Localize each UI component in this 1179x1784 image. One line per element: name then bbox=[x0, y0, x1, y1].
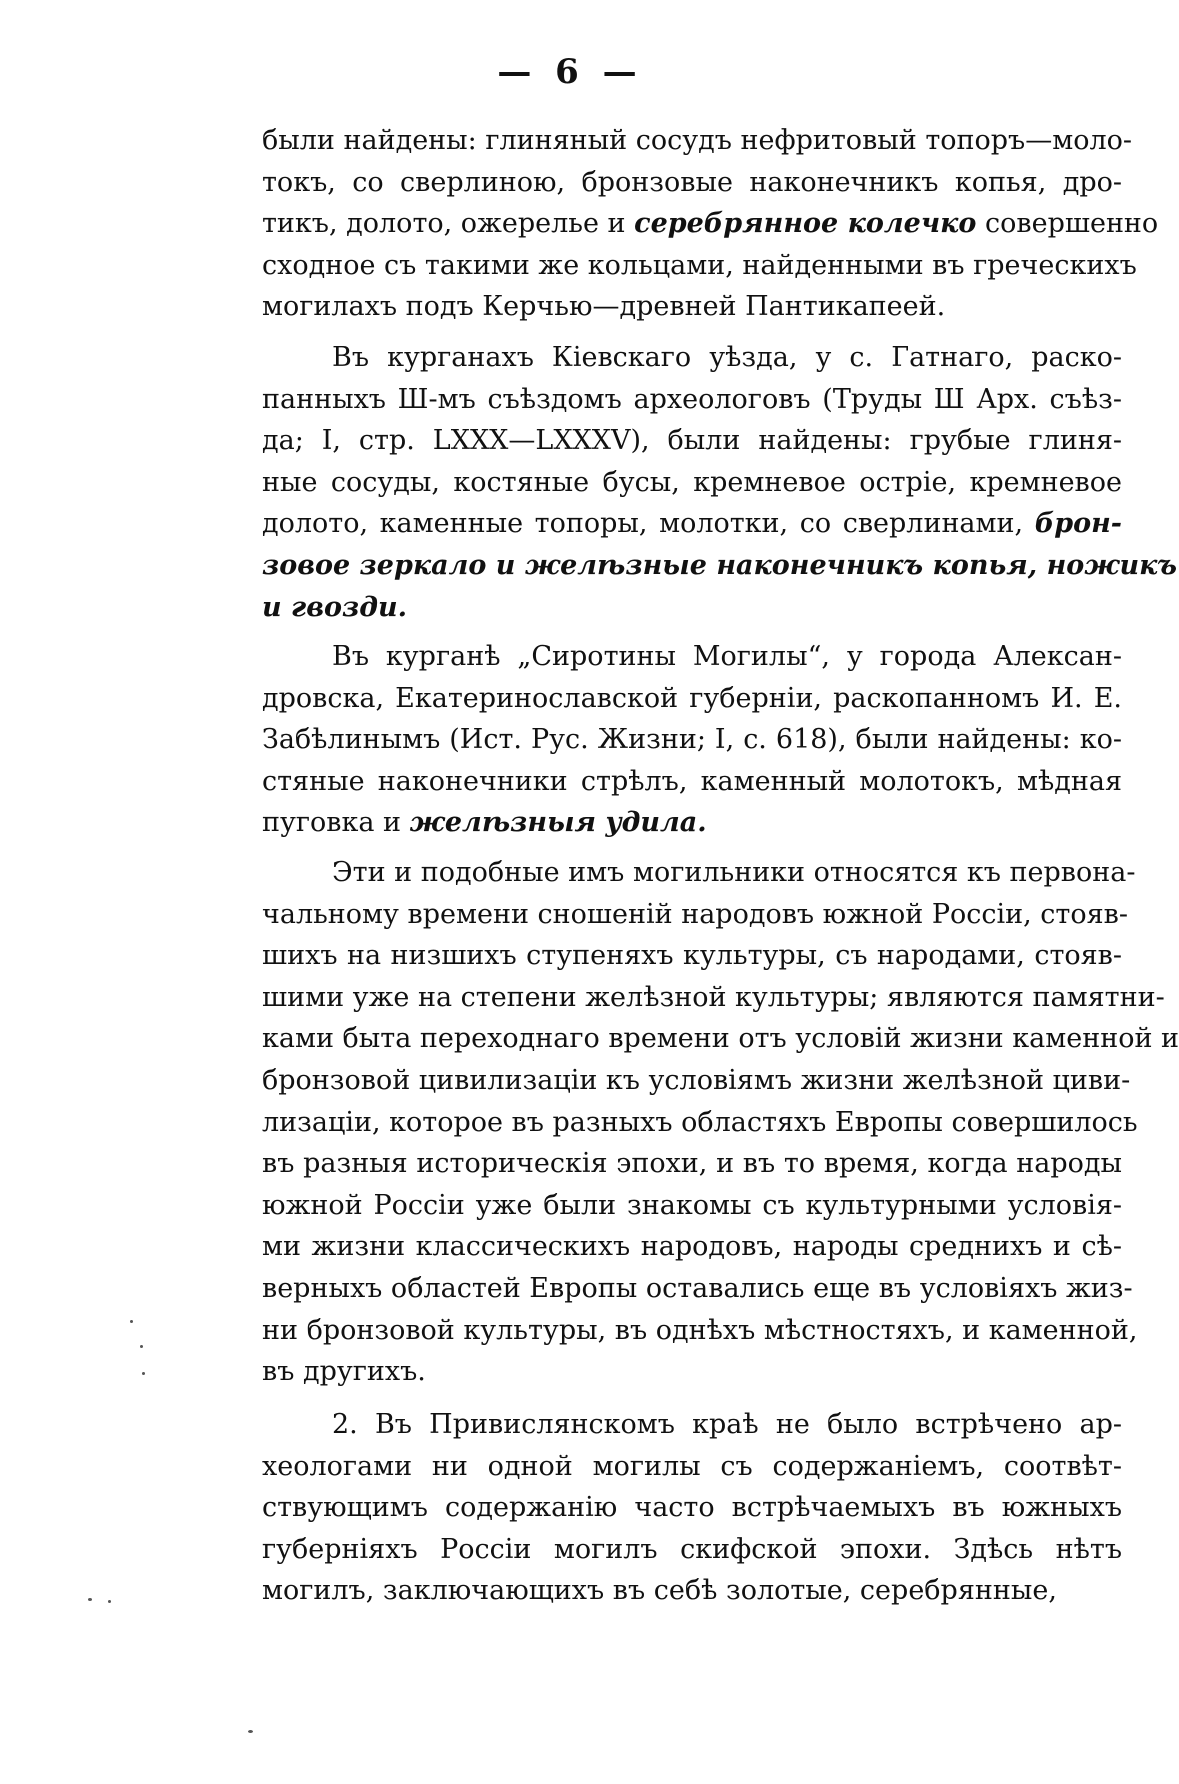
text-line bbox=[262, 719, 1122, 761]
text-segment: ные сосуды, костяные бусы, кремневое остріе, кремневое bbox=[262, 466, 1122, 498]
text-line bbox=[262, 503, 1122, 545]
text-segment: ни бронзовой культуры, въ однѣхъ мѣстностяхъ, и каменной, bbox=[262, 1314, 1138, 1346]
text-line bbox=[262, 1487, 1122, 1529]
text-line bbox=[262, 1351, 1122, 1393]
paragraph-4 bbox=[262, 852, 1179, 1393]
italic-text: серебрянное колечко bbox=[634, 208, 977, 240]
text-line bbox=[262, 1102, 1138, 1144]
text-segment: совершенно bbox=[976, 208, 1159, 240]
speck bbox=[88, 1598, 92, 1601]
text-segment: хеологами ни одной могилы съ содержаніемъ, соотвѣт- bbox=[262, 1450, 1122, 1482]
text-line bbox=[262, 935, 1122, 977]
text-segment: Забѣлинымъ (Ист. Рус. Жизни; I, с. 618), были найдены: ко- bbox=[262, 724, 1122, 756]
speck bbox=[108, 1600, 111, 1603]
text-line bbox=[262, 894, 1128, 936]
speck bbox=[130, 1320, 133, 1323]
text-segment: долото, каменные топоры, молотки, со сверлинами, bbox=[262, 508, 1035, 540]
paragraph-5 bbox=[262, 1404, 1122, 1612]
text-line bbox=[262, 1060, 1131, 1102]
text-segment: тикъ, долото, ожерелье и bbox=[262, 208, 635, 240]
text-line bbox=[262, 977, 1165, 1019]
paragraph-1 bbox=[262, 120, 1159, 328]
text-line bbox=[262, 337, 1122, 379]
text-segment: въ другихъ. bbox=[262, 1356, 426, 1388]
text-segment: 2. Въ Привислянскомъ краѣ не было встрѣчено ар- bbox=[332, 1409, 1122, 1440]
text-line bbox=[262, 462, 1122, 504]
text-segment: Эти и подобные имъ могильники относятся къ первона- bbox=[332, 857, 1136, 888]
text-line bbox=[262, 802, 1122, 844]
text-segment: южной Россіи уже были знакомы съ культурными условія- bbox=[262, 1189, 1122, 1221]
text-line bbox=[262, 1446, 1122, 1488]
text-line bbox=[262, 636, 1122, 678]
paragraph-2 bbox=[262, 337, 1178, 628]
text-line bbox=[262, 1529, 1122, 1571]
text-line bbox=[262, 1268, 1133, 1310]
text-line bbox=[262, 162, 1122, 204]
italic-text: и гвозди. bbox=[262, 591, 407, 623]
text-segment: ствующимъ содержанію часто встрѣчаемыхъ въ южныхъ bbox=[262, 1492, 1122, 1524]
speck bbox=[248, 1730, 253, 1733]
text-line bbox=[262, 203, 1159, 245]
text-line bbox=[262, 1226, 1122, 1268]
text-line bbox=[262, 379, 1122, 421]
text-segment: панныхъ Ш-мъ съѣздомъ археологовъ (Труды Ш Арх. съѣз- bbox=[262, 383, 1122, 415]
text-segment: Въ курганахъ Кіевскаго уѣзда, у с. Гатнаго, раско- bbox=[332, 342, 1122, 373]
text-segment: могилахъ подъ Керчью—древней Пантикапеей. bbox=[262, 291, 946, 323]
text-segment: пуговка и bbox=[262, 807, 410, 839]
text-segment: шими уже на степени желѣзной культуры; являются памятни- bbox=[262, 981, 1165, 1013]
text-segment: да; I, стр. LXXX—LXXXV), были найдены: грубые глиня- bbox=[262, 425, 1122, 457]
text-segment: въ разныя историческія эпохи, и въ то время, когда народы bbox=[262, 1148, 1122, 1180]
text-line bbox=[262, 545, 1178, 587]
page-number: — 6 — bbox=[497, 52, 643, 92]
text-segment: Въ курганѣ „Сиротины Могилы“, у города Алексан- bbox=[332, 641, 1122, 672]
italic-text: зовое зеркало и желѣзные наконечникъ копья, ножикъ bbox=[262, 549, 1178, 581]
text-line bbox=[262, 1018, 1179, 1060]
text-segment: токъ, со сверлиною, бронзовые наконечникъ копья, дро- bbox=[262, 166, 1122, 198]
text-line bbox=[262, 1310, 1138, 1352]
text-line bbox=[262, 245, 1137, 287]
text-line bbox=[262, 286, 1122, 328]
text-segment: лизаціи, которое въ разныхъ областяхъ Европы совершилось bbox=[262, 1106, 1138, 1138]
text-line bbox=[262, 120, 1133, 162]
text-line bbox=[262, 1185, 1122, 1227]
italic-text: брон- bbox=[1034, 508, 1122, 540]
text-line bbox=[262, 852, 1136, 894]
text-segment: верныхъ областей Европы оставались еще въ условіяхъ жиз- bbox=[262, 1272, 1133, 1304]
text-line bbox=[262, 1570, 1122, 1612]
text-line bbox=[262, 1404, 1122, 1446]
text-segment: чальному времени сношеній народовъ южной Россіи, стояв- bbox=[262, 898, 1128, 930]
text-segment: сходное съ такими же кольцами, найденными въ греческихъ bbox=[262, 249, 1137, 281]
text-line bbox=[262, 587, 1122, 629]
text-segment: губерніяхъ Россіи могилъ скифской эпохи. Здѣсь нѣтъ bbox=[262, 1533, 1122, 1565]
text-segment: ками быта переходнаго времени отъ условій жизни каменной и bbox=[262, 1023, 1179, 1055]
speck bbox=[140, 1345, 143, 1348]
text-line bbox=[262, 1143, 1122, 1185]
paragraph-3 bbox=[262, 636, 1122, 844]
text-segment: дровска, Екатеринославской губерніи, раскопанномъ И. Е. bbox=[262, 682, 1122, 714]
text-segment: шихъ на низшихъ ступеняхъ культуры, съ народами, стояв- bbox=[262, 940, 1122, 972]
speck bbox=[142, 1372, 145, 1375]
text-segment: были найдены: глиняный сосудъ нефритовый топоръ—моло- bbox=[262, 125, 1133, 156]
text-line bbox=[262, 678, 1122, 720]
text-segment: могилъ, заключающихъ въ себѣ золотые, серебрянные, bbox=[262, 1575, 1057, 1607]
text-segment: стяные наконечники стрѣлъ, каменный молотокъ, мѣдная bbox=[262, 765, 1122, 797]
text-segment: ми жизни классическихъ народовъ, народы среднихъ и сѣ- bbox=[262, 1231, 1122, 1263]
text-segment: бронзовой цивилизаціи къ условіямъ жизни желѣзной циви- bbox=[262, 1064, 1131, 1096]
text-line bbox=[262, 420, 1122, 462]
italic-text: желѣзныя удила. bbox=[409, 807, 707, 839]
text-line bbox=[262, 761, 1122, 803]
